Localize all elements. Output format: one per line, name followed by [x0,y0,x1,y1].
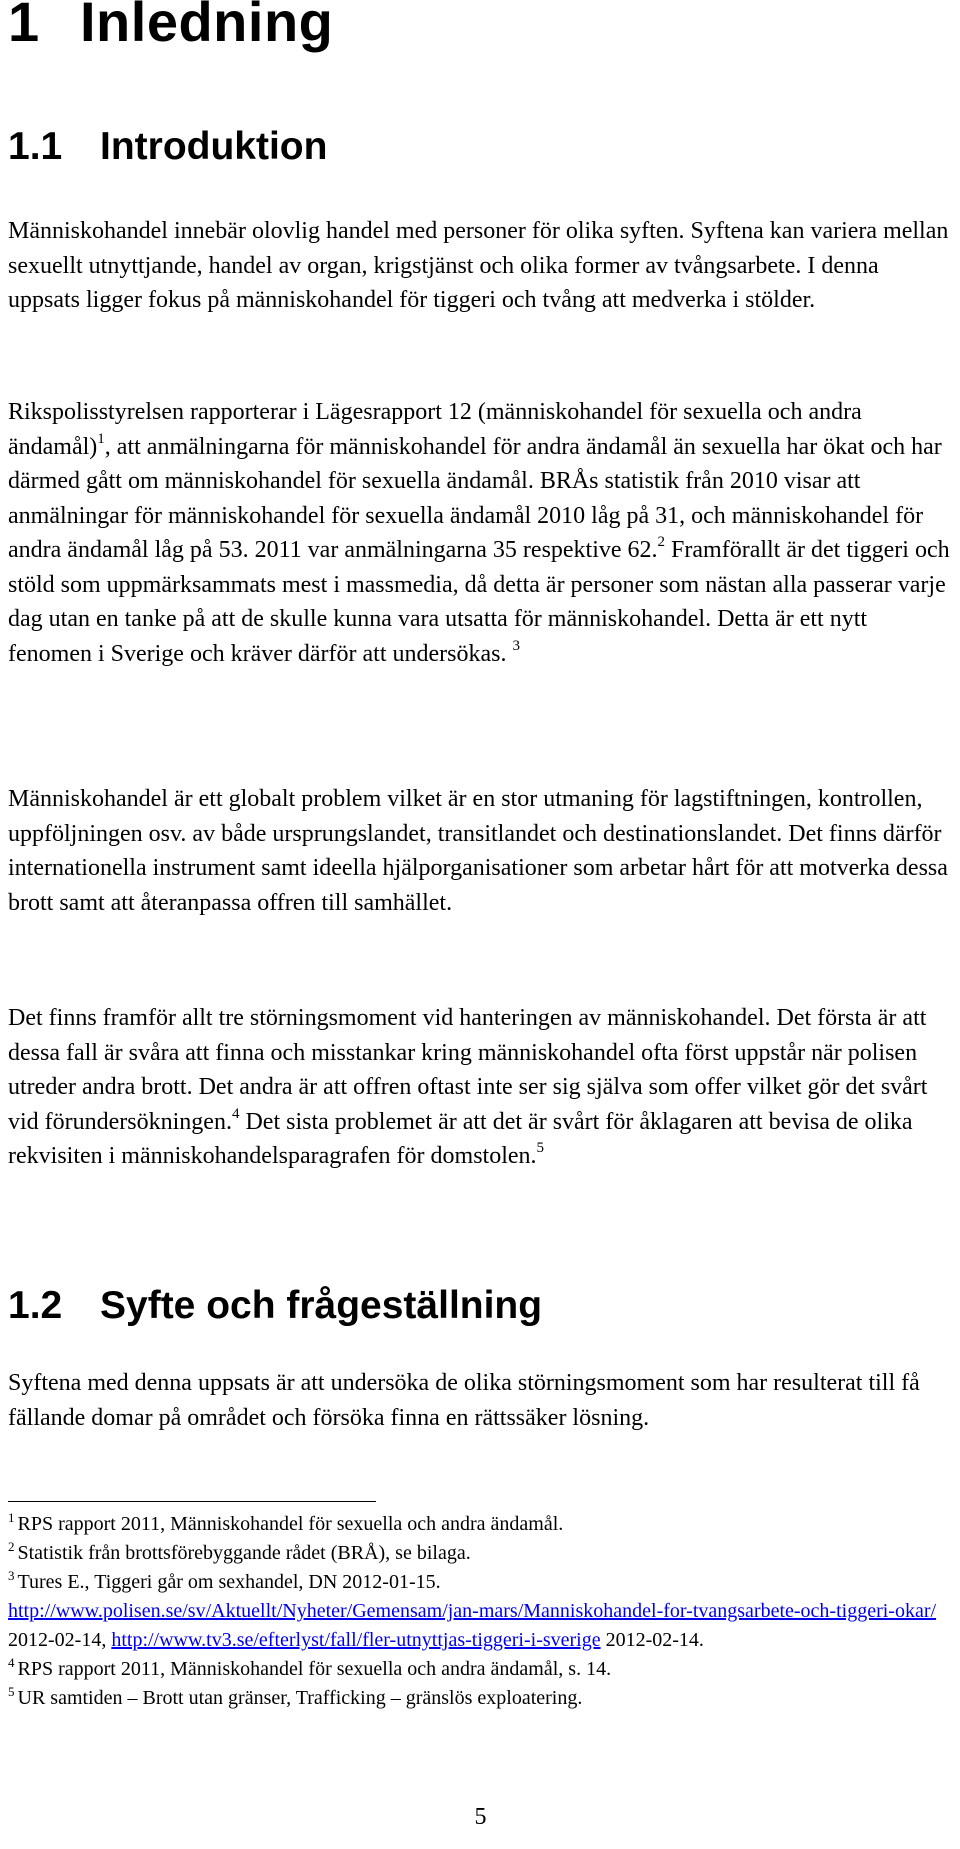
document-page [8,0,953,1830]
footnote-reference[interactable]: 1 [97,430,105,447]
footnote-text: 2012-02-14. [600,1629,704,1651]
paragraph [8,782,953,920]
footnote-text: 2012-02-14, [8,1629,112,1651]
footnote-text: RPS rapport 2011, Människohandel för sexuella och andra ändamål. [17,1513,564,1535]
footnotes [8,1510,953,1713]
footnote-text: Statistik från brottsförebyggande rådet (BRÅ), se bilaga. [17,1542,471,1564]
footnote-number: 3 [8,1568,15,1583]
chapter-number: 1 [8,0,40,53]
chapter-title: Inledning [80,0,334,53]
footnote-link-tv3[interactable]: http://www.tv3.se/efterlyst/fall/fler-utnyttjas-tiggeri-i-sverige [111,1629,601,1651]
paragraph-text: Syftena med denna uppsats är att undersöka de olika störningsmoment som har resulterat till få fällande domar på området och försöka finna en rättssäker lösning. [8,1370,920,1431]
footnote-reference[interactable]: 2 [657,534,666,550]
section-heading-syfte [8,1284,542,1328]
footnote-number: 5 [8,1684,15,1699]
footnote-text: Tures E., Tiggeri går om sexhandel, DN 2012-01-15. [17,1571,441,1593]
chapter-heading [8,0,953,53]
footnote-reference[interactable]: 4 [231,1105,240,1122]
footnote-text: RPS rapport 2011, Människohandel för sexuella och andra ändamål, s. 14. [17,1658,612,1680]
paragraph-text: , att anmälningarna för människohandel för andra ändamål än sexuella har ökat och har därmed gått om människohandel för sexuella ändamål. BRÅs statistik från 2010 visar att anmälningar för människohandel för sexuella ändamål 2010 låg på 31, och människohandel för andra ändamål låg på 53. 2011 var anmälningarna 35 respektive 62. [8,433,942,563]
paragraph-text: Rikspolisstyrelsen rapporterar i Lägesrapport 12 (människohandel för sexuella och andra ändamål) [8,399,862,460]
footnote-reference[interactable]: 5 [536,1140,545,1156]
footnote-3 [8,1568,953,1655]
paragraph-text: Människohandel innebär olovlig handel med personer för olika syften. Syftena kan variera mellan sexuellt utnyttjande, handel av organ, krigstjänst och olika former av tvångsarbete. I denna uppsats ligger fokus på människohandel för tiggeri och tvång att medverka i stölder. [8,218,949,313]
section-number: 1.2 [8,1284,63,1327]
paragraph [8,1001,953,1174]
footnote-number: 2 [8,1539,15,1554]
paragraph-text: Framförallt är det tiggeri och stöld som uppmärksammats mest i massmedia, då detta är personer som nästan alla passerar varje dag utan en tanke på att de skulle kunna vara utsatta för människohandel. Detta är ett nytt fenomen i Sverige och kräver därför att undersökas. [8,537,950,667]
footnote-2 [8,1539,953,1568]
footnote-reference[interactable]: 3 [512,637,520,654]
paragraph-text: Det sista problemet är att det är svårt för åklagaren att bevisa de olika rekvisiten i människohandelsparagrafen för domstolen. [8,1108,913,1169]
section-number: 1.1 [8,125,63,168]
footnote-link-polisen[interactable]: http://www.polisen.se/sv/Aktuellt/Nyheter/Gemensam/jan-mars/Manniskohandel-for-tvangsarbete-och-tiggeri-okar/ [8,1600,937,1622]
paragraph [8,214,953,318]
paragraph [8,1366,953,1435]
section-title: Introduktion [100,125,328,168]
section-heading-introduktion [8,125,327,169]
footnote-5 [8,1684,953,1713]
footnote-number: 4 [8,1655,15,1670]
footnote-number: 1 [8,1510,15,1525]
footnote-4 [8,1655,953,1684]
footnote-text: UR samtiden – Brott utan gränser, Trafficking – gränslös exploatering. [17,1687,583,1709]
page-number: 5 [474,1804,487,1830]
paragraph-text: Människohandel är ett globalt problem vilket är en stor utmaning för lagstiftningen, kontrollen, uppföljningen osv. av både ursprungslandet, transitlandet och destinationslandet. Det finns därför internationella instrument samt ideella hjälporganisationer som arbetar hårt för att motverka dessa brott samt att återanpassa offren till samhället. [8,786,948,916]
paragraph [8,395,953,671]
paragraph-text: Det finns framför allt tre störningsmoment vid hanteringen av människohandel. Det första är att dessa fall är svåra att finna och misstankar kring människohandel ofta först uppstår när polisen utreder andra brott. Det andra är att offren oftast inte ser sig själva som offer vilket gör det svårt vid förundersökningen. [8,1005,928,1135]
footnote-1 [8,1510,953,1539]
section-title: Syfte och frågeställning [100,1284,543,1327]
footnote-separator [8,1501,376,1502]
